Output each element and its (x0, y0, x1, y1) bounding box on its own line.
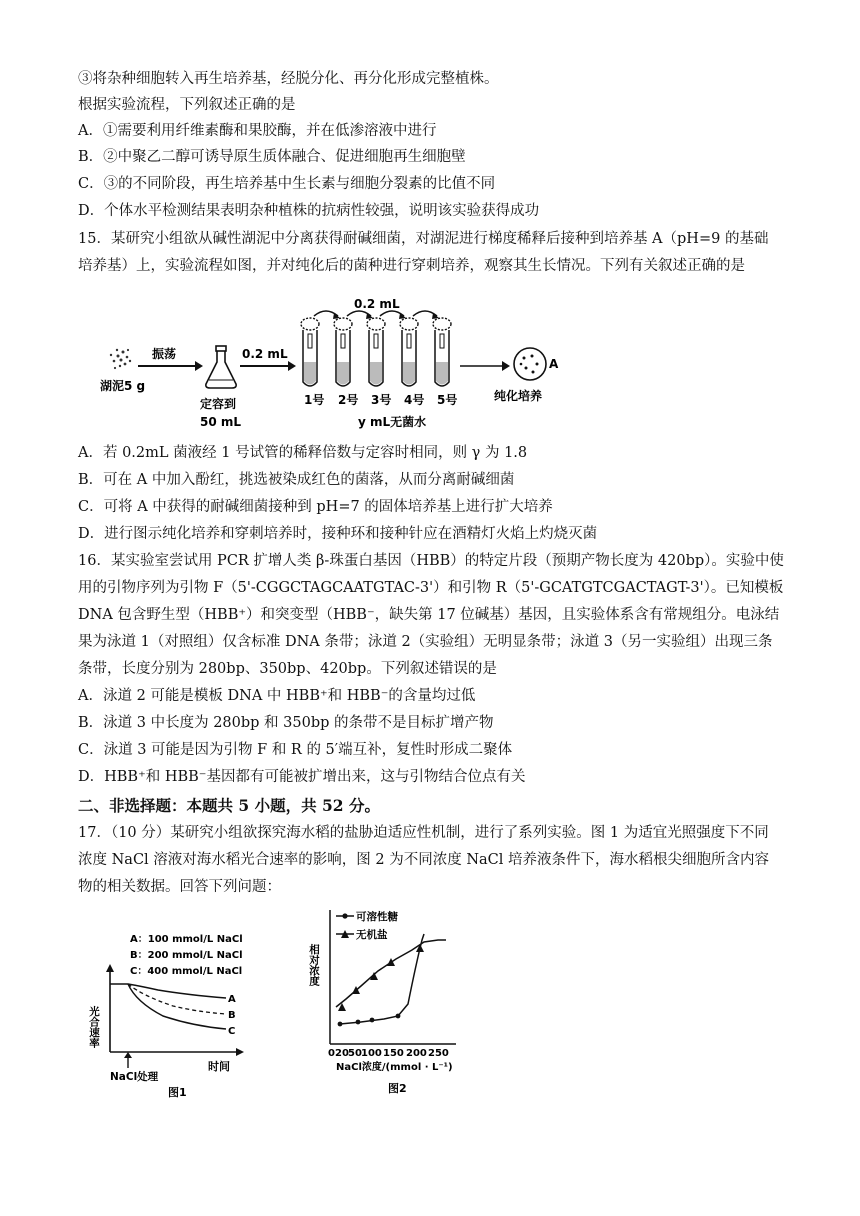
q16-stem-line1: 16．某实验室尝试用 PCR 扩增人类 β-珠蛋白基因（HBB）的特定片段（预期产物长度为 420bp）。实验中使 (78, 553, 784, 569)
fig1-ylabel: 光合速率 (88, 1006, 100, 1048)
fig2-xtick-250: 250 (428, 1048, 449, 1059)
fig2-xtick-200: 200 (406, 1048, 427, 1059)
fig2-xlabel: NaCl浓度/(mmol · L⁻¹) (336, 1062, 453, 1073)
fig1-curve-a (110, 984, 226, 998)
q14-option-c: C．③的不同阶段，再生培养基中生长素与细胞分裂素的比值不同 (78, 176, 496, 192)
q17-stem-line3: 物的相关数据。回答下列问题： (78, 879, 281, 895)
fig2-sugar-curve (340, 934, 424, 1024)
fig2-caption: 图2 (388, 1082, 407, 1095)
fig2-legend-sugar: 可溶性糖 (356, 911, 398, 923)
section-heading: 二、非选择题：本题共 5 小题，共 52 分。 (78, 796, 380, 815)
fig1-caption: 图1 (168, 1086, 187, 1099)
plate-label: A (549, 357, 559, 371)
volume-label: 0.2 mL (242, 347, 288, 361)
q15-option-b: B．可在 A 中加入酚红，挑选被染成红色的菌落，从而分离耐碱细菌 (78, 472, 515, 488)
fig2-xtick-50: 50 (348, 1048, 362, 1059)
fig2-salt-curve (336, 940, 446, 1007)
q16-stem-line4: 果为泳道 1（对照组）仅含标准 DNA 条带；泳道 2（实验组）无明显条带；泳道 3（另一实验组）出现三条 (78, 634, 773, 650)
fig1-curve-label-a: A (228, 994, 236, 1005)
tube-label-1: 1号 (304, 393, 325, 407)
figure-1-photosynthesis-chart (88, 922, 258, 1102)
test-tubes (301, 311, 451, 386)
q16-stem-line3: DNA 包含野生型（HBB⁺）和突变型（HBB⁻，缺失第 17 位碱基）基因，且实验体系含有常规组分。电泳结 (78, 607, 780, 623)
petri-plate-icon (514, 348, 546, 380)
fig2-xtick-20: 20 (335, 1048, 349, 1059)
q15-option-a: A．若 0.2mL 菌液经 1 号试管的稀释倍数与定容时相同，则 γ 为 1.8 (78, 445, 528, 461)
fig1-curve-label-c: C (228, 1026, 236, 1037)
flask-label-1: 定容到 (200, 397, 237, 411)
fig1-legend-c: C：400 mmol/L NaCl (130, 966, 243, 977)
flask-label-2: 50 mL (200, 415, 242, 429)
tube-label-5: 5号 (437, 393, 458, 407)
q16-option-b: B．泳道 3 中长度为 280bp 和 350bp 的条带不是目标扩增产物 (78, 715, 494, 731)
fig1-curve-b (128, 984, 226, 1014)
fig2-xtick-0: 0 (328, 1048, 335, 1059)
mud-sample-icon (110, 349, 131, 369)
tube-label-4: 4号 (404, 393, 425, 407)
q16-stem-line2: 用的引物序列为引物 F（5'-CGGCTAGCAATGTAC-3'）和引物 R（5'-GCATGTCGACTAGT-3'）。已知模板 (78, 580, 784, 596)
q16-option-d: D．HBB⁺和 HBB⁻基因都有可能被扩增出来，这与引物结合位点有关 (78, 769, 526, 785)
q16-option-a: A．泳道 2 可能是模板 DNA 中 HBB⁺和 HBB⁻的含量均过低 (78, 688, 476, 704)
q16-stem-line5: 条带，长度分别为 280bp、350bp、420bp。下列叙述错误的是 (78, 661, 497, 677)
q14-step3: ③将杂种细胞转入再生培养基，经脱分化、再分化形成完整植株。 (78, 71, 499, 87)
fig2-xtick-150: 150 (383, 1048, 404, 1059)
q14-option-d: D．个体水平检测结果表明杂种植株的抗病性较强，说明该实验获得成功 (78, 203, 540, 219)
q16-option-c: C．泳道 3 可能是因为引物 F 和 R 的 5′端互补，复性时形成二聚体 (78, 742, 513, 758)
q15-option-d: D．进行图示纯化培养和穿刺培养时，接种环和接种针应在酒精灯火焰上灼烧灭菌 (78, 526, 598, 542)
fig1-event-label: NaCl处理 (110, 1071, 159, 1083)
flask-icon (206, 346, 236, 388)
shake-label: 振荡 (152, 347, 177, 361)
fig2-legend-salt: 无机盐 (356, 929, 388, 941)
q15-option-c: C．可将 A 中获得的耐碱细菌接种到 pH=7 的固体培养基上进行扩大培养 (78, 499, 553, 515)
q14-option-a: A．①需要利用纤维素酶和果胶酶，并在低渗溶液中进行 (78, 123, 437, 139)
q15-stem-line2: 培养基）上，实验流程如图，并对纯化后的菌种进行穿刺培养，观察其生长情况。下列有关叙述正确的是 (78, 258, 745, 274)
q14-option-b: B．②中聚乙二醇可诱导原生质体融合、促进细胞再生细胞壁 (78, 149, 466, 165)
test-tube-5 (433, 318, 451, 386)
fig2-xtick-100: 100 (361, 1048, 382, 1059)
water-label: y mL无菌水 (358, 415, 427, 429)
q14-stem: 根据实验流程，下列叙述正确的是 (78, 97, 296, 113)
fig1-curve-c (128, 984, 226, 1029)
fig1-legend-a: A：100 mmol/L NaCl (130, 934, 243, 945)
q15-stem-line1: 15．某研究小组欲从碱性湖泥中分离获得耐碱细菌，对湖泥进行梯度稀释后接种到培养基 A（pH=9 的基础 (78, 231, 769, 247)
mud-label: 湖泥5 g (100, 379, 146, 393)
tube-label-2: 2号 (338, 393, 359, 407)
figure-2-concentration-chart (306, 904, 476, 1100)
tube-label-3: 3号 (371, 393, 392, 407)
fig1-legend-b: B：200 mmol/L NaCl (130, 950, 243, 961)
purify-label: 纯化培养 (494, 389, 543, 403)
q15-dilution-figure (90, 286, 570, 432)
fig2-ylabel: 相对浓度 (308, 944, 320, 986)
transfer-label: 0.2 mL (354, 297, 400, 311)
q17-stem-line2: 浓度 NaCl 溶液对海水稻光合速率的影响，图 2 为不同浓度 NaCl 培养液条件下，海水稻根尖细胞所含内容 (78, 852, 770, 868)
fig1-curve-label-b: B (228, 1010, 236, 1021)
fig1-xlabel: 时间 (208, 1060, 230, 1073)
q17-stem-line1: 17．（10 分）某研究小组欲探究海水稻的盐胁迫适应性机制，进行了系列实验。图 1 为适宜光照强度下不同 (78, 825, 769, 841)
